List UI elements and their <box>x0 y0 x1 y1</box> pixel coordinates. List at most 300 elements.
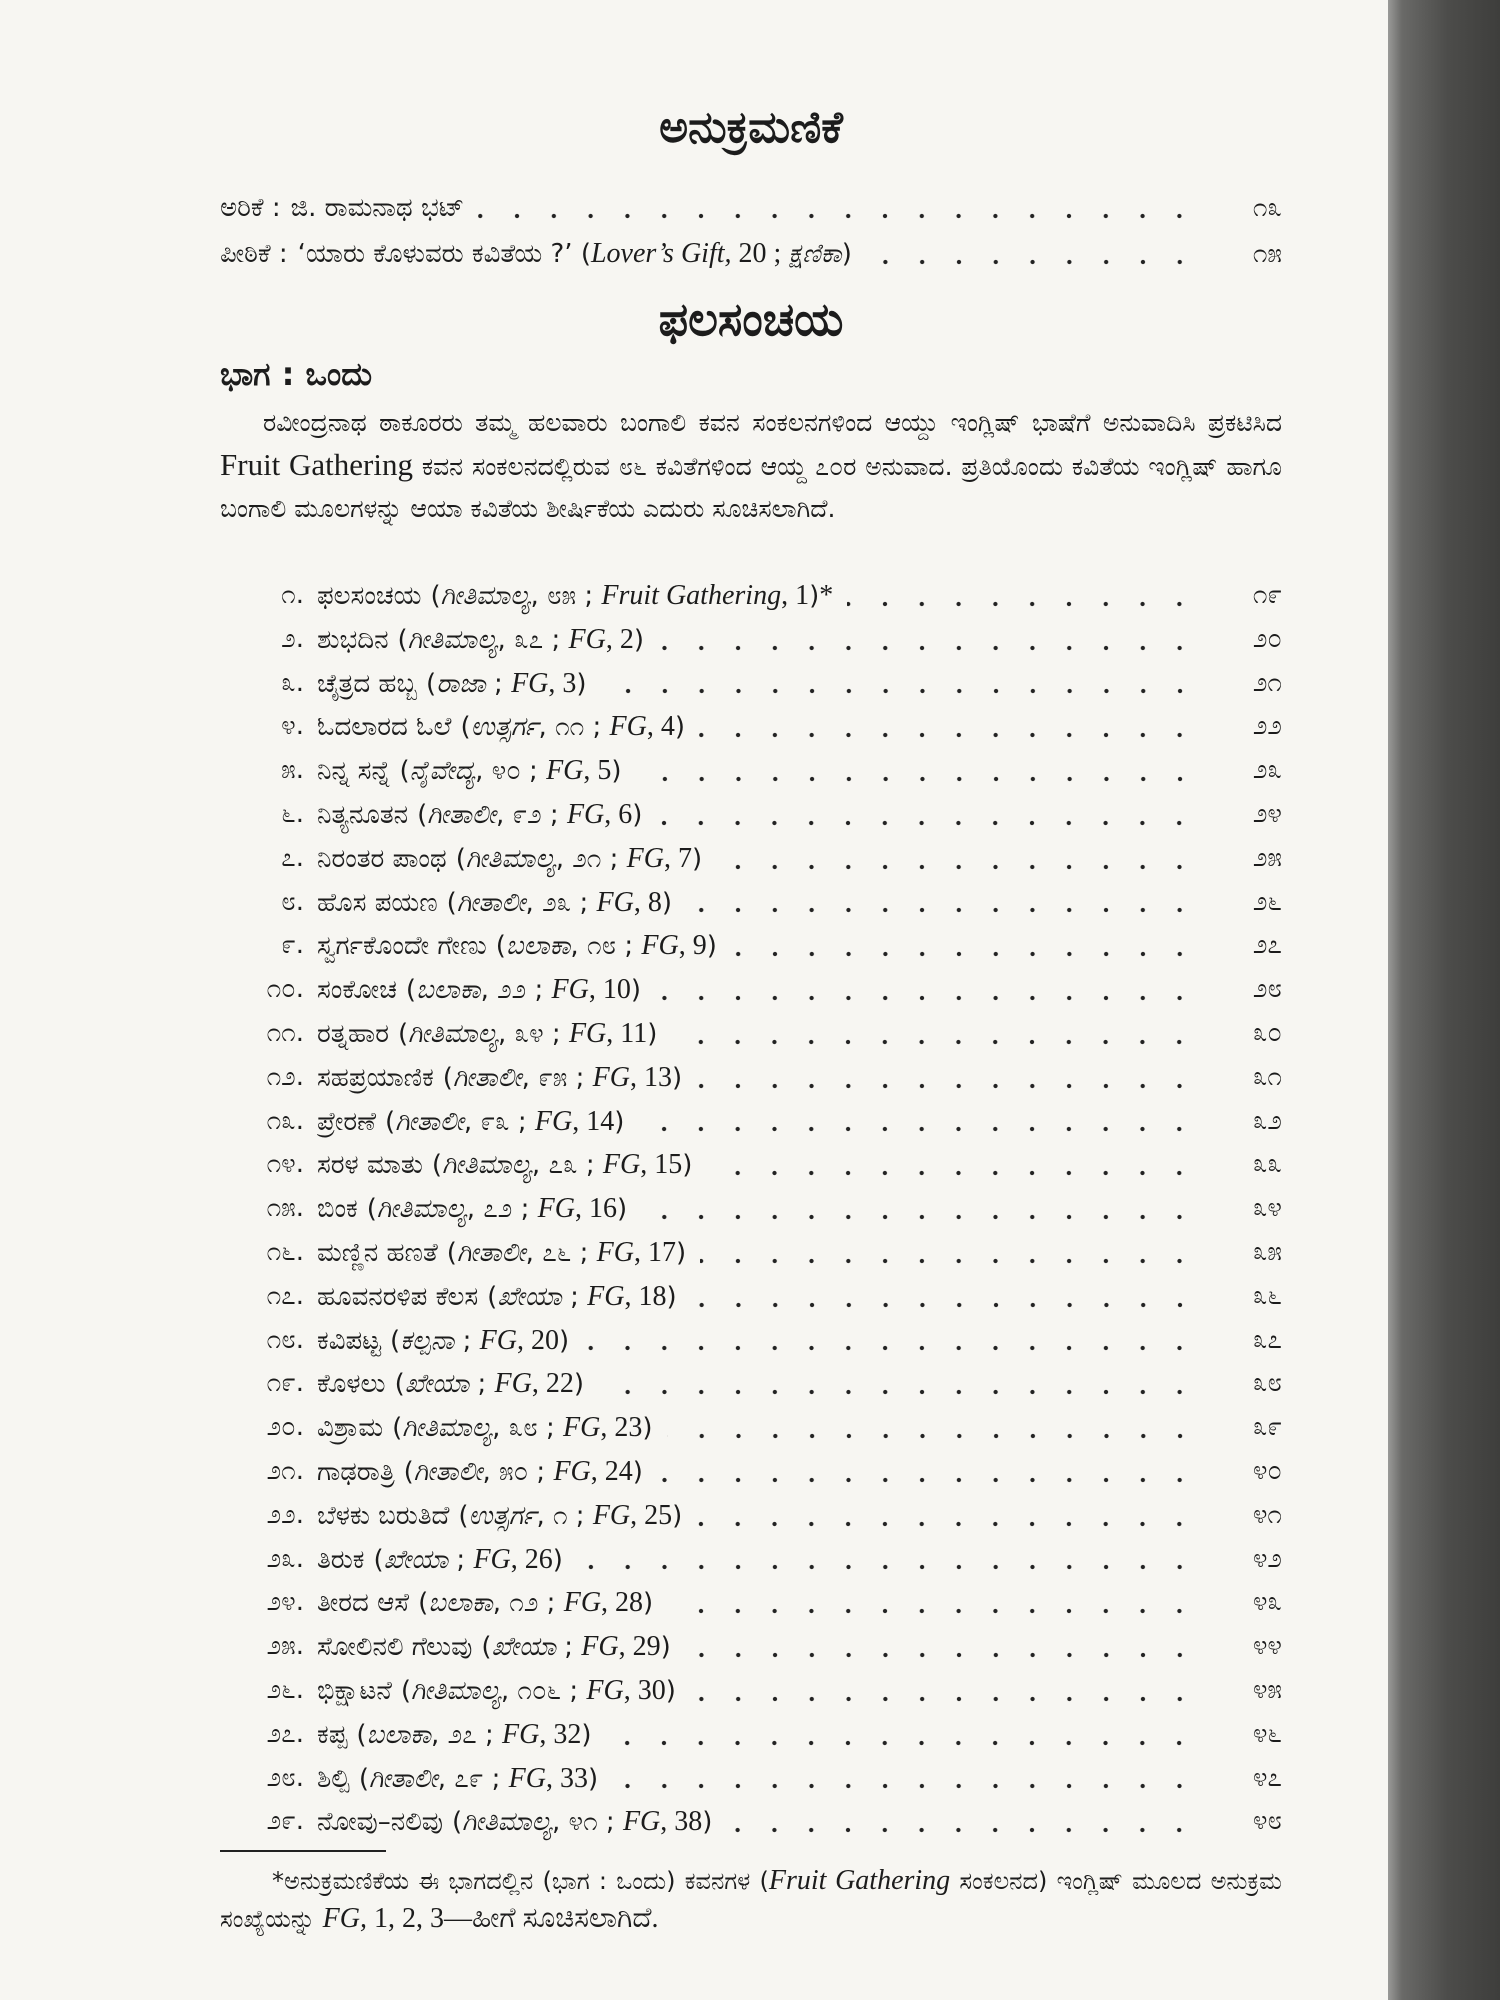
ref-comma: , <box>663 842 678 874</box>
book-binding-edge <box>1388 0 1500 2000</box>
english-source: FG <box>502 1718 540 1750</box>
english-poem-number: 11 <box>620 1017 648 1049</box>
dot-leader <box>656 793 1198 837</box>
english-source: FG <box>587 1280 625 1312</box>
bengali-source: ರಾಜಾ <box>436 668 486 699</box>
ref-open-paren: ( <box>418 1588 429 1619</box>
entry-page-number: ೨೧ <box>1252 667 1282 698</box>
ref-close-paren: ) <box>643 1588 654 1619</box>
dot-leader <box>583 1319 1198 1363</box>
bengali-source: ಬಲಾಕಾ <box>505 931 571 962</box>
entry-title: ಸೋಲಿನಲಿ ಗೆಲುವು <box>317 1632 473 1663</box>
ref-close-paren: ) <box>674 712 685 743</box>
entry-number: ೬. <box>281 798 304 829</box>
entry-page-number: ೨೦ <box>1252 623 1282 654</box>
entry-page-number: ೪೩ <box>1252 1587 1282 1618</box>
english-poem-number: 33 <box>559 1762 588 1794</box>
dot-leader <box>658 618 1198 662</box>
footnote-fg-label: FG, <box>322 1903 367 1934</box>
ref-close-paren: ) <box>632 1456 643 1487</box>
english-source: FG <box>546 755 584 787</box>
bengali-source: ಖೇಯಾ <box>497 1281 562 1312</box>
ref-comma: , <box>604 798 619 830</box>
ref-open-paren: ( <box>451 1807 463 1838</box>
ref-comma: , <box>525 1237 543 1268</box>
intro-text-start: ರವೀಂದ್ರನಾಥ ಠಾಕೂರರು ತಮ್ಮ ಹಲವಾರು ಬಂಗಾಲಿ ಕವನ ಸಂಕಲನಗಳಿಂದ ಆಯ್ದು ಇಂಗ್ಲಿಷ್ ಭಾಷೆಗೆ ಅನುವಾದಿಸಿ ಪ್ರಕಟಿಸಿದ <box>263 408 1282 437</box>
english-source: FG <box>609 711 647 743</box>
ref-semicolon: ; <box>576 581 602 611</box>
entry-text <box>317 1319 569 1363</box>
ref-comma: , <box>555 843 573 874</box>
bengali-source: ಗೀತಿಮಾಲ್ಯ <box>376 1194 467 1225</box>
ref-close-paren: ) <box>682 1150 693 1181</box>
ref-close-paren: ) <box>642 1413 653 1444</box>
entry-text <box>317 924 717 968</box>
ref-open-paren: ( <box>487 1281 498 1312</box>
toc-entry <box>220 1757 1282 1801</box>
bengali-source: ಉತ್ಸರ್ಗ <box>470 712 539 743</box>
ref-comma: , <box>482 1456 500 1487</box>
ref-comma: , <box>633 1236 648 1268</box>
entry-title: ಸರಳ ಮಾತು <box>317 1150 423 1181</box>
english-source: FG <box>641 930 679 962</box>
english-source: FG <box>581 1631 619 1663</box>
english-source: FG <box>622 1806 661 1838</box>
ref-comma: , <box>588 974 603 1006</box>
toc-list <box>220 574 1282 1844</box>
ref-semicolon: ; <box>616 931 642 962</box>
entry-page-number: ೪೬ <box>1252 1718 1282 1749</box>
ref-semicolon: ; <box>541 799 567 830</box>
english-poem-number: 28 <box>615 1587 644 1619</box>
ref-open-paren: ( <box>495 931 506 962</box>
dot-leader <box>641 1187 1198 1231</box>
bengali-source: ಗೀತಾಲೀ <box>456 1237 526 1268</box>
ref-comma: , <box>475 756 492 787</box>
intro-text-end: ಕವನ ಸಂಕಲನದಲ್ಲಿರುವ ೮೬ ಕವಿತೆಗಳಿಂದ ಆಯ್ದ ೭೦ರ ಅನುವಾದ. ಪ್ರತಿಯೊಂದು ಕವಿತೆಯ ಇಂಗ್ಲಿಷ್ ಹಾಗೂ ಬಂಗಾಲಿ ಮೂಲಗಳನ್ನು ಆಯಾ ಕವಿತೆಯ ಶೀರ್ಷಿಕೆಯ ಎದುರು ಸೂಚಿಸಲಾಗಿದೆ. <box>220 452 1282 523</box>
dot-leader <box>726 1800 1198 1844</box>
dot-leader <box>657 1450 1198 1494</box>
entry-title: ಮಣ್ಣಿನ ಹಣತೆ <box>317 1237 438 1268</box>
footnote-marker: * <box>819 580 834 611</box>
english-source: FG <box>596 886 634 918</box>
dot-leader <box>716 837 1198 881</box>
english-poem-number: 13 <box>643 1061 672 1093</box>
bengali-poem-number: ೨೭ <box>447 1719 477 1750</box>
english-source: FG <box>553 1455 591 1487</box>
bengali-source: ಗೀತಾಲೀ <box>427 799 496 830</box>
dot-leader <box>696 1494 1198 1538</box>
ref-semicolon: ; <box>448 1544 474 1575</box>
ref-close-paren: ) <box>587 1763 599 1794</box>
ref-close-paren: ) <box>675 1237 687 1268</box>
entry-number: ೨೦. <box>266 1412 304 1443</box>
english-source: Fruit Gathering <box>601 580 782 611</box>
ref-semicolon: ; <box>571 1237 597 1268</box>
english-source: FG <box>602 1149 641 1181</box>
entry-page-number: ೩೯ <box>1252 1412 1282 1443</box>
dot-leader <box>700 1231 1198 1275</box>
bengali-poem-number: ೭೯ <box>454 1763 484 1794</box>
english-poem-number: 7 <box>677 842 692 874</box>
entry-title: ಪ್ರೇರಣೆ <box>317 1106 377 1137</box>
dot-leader <box>731 924 1198 968</box>
front-matter-line <box>220 186 1282 230</box>
entry-text <box>317 1713 591 1757</box>
ref-close-paren: ) <box>706 931 717 962</box>
entry-text <box>317 574 833 618</box>
english-poem-number: 18 <box>638 1280 667 1312</box>
ref-semicolon: ; <box>601 843 627 874</box>
bengali-source: ಗೀತಿಮಾಲ್ಯ <box>462 1807 552 1838</box>
dot-leader <box>612 1757 1198 1801</box>
entry-page-number: ೪೪ <box>1252 1631 1282 1662</box>
english-source: FG <box>563 1412 601 1444</box>
entry-title: ಕೊಳಲು <box>317 1369 386 1400</box>
dot-leader <box>671 1012 1198 1056</box>
entry-page-number: ೪೨ <box>1252 1543 1282 1574</box>
ref-semicolon: ; <box>571 887 597 918</box>
dot-leader <box>667 1406 1198 1450</box>
english-poem-number: 30 <box>637 1674 666 1706</box>
front-matter-text <box>220 186 464 230</box>
bengali-poem-number: ೩೪ <box>514 1018 544 1049</box>
entry-text <box>317 1450 643 1494</box>
bengali-poem-number: ೧೦೬ <box>517 1675 562 1706</box>
bengali-source: ಗೀತಾಲೀ <box>452 1062 522 1093</box>
bengali-poem-number: ೧೮ <box>586 931 617 962</box>
dot-leader <box>577 1538 1198 1582</box>
toc-entry <box>220 1187 1282 1231</box>
ref-close-paren: ) <box>671 1062 683 1093</box>
bengali-source: ಗೀತಿಮಾಲ್ಯ <box>440 581 531 611</box>
bengali-poem-number: ೪೦ <box>491 756 521 787</box>
entry-page-number: ೧೯ <box>1252 580 1282 610</box>
entry-number: ೯. <box>281 930 304 961</box>
ref-comma: , <box>521 1062 539 1093</box>
entry-page-number: ೪೦ <box>1252 1455 1282 1486</box>
entry-page-number: ೪೮ <box>1252 1806 1282 1837</box>
ref-close-paren: ) <box>691 843 703 874</box>
entry-number: ೫. <box>281 755 304 786</box>
entry-number: ೧೬. <box>266 1236 304 1267</box>
bengali-source: ಗೀತಿಮಾಲ್ಯ <box>411 1675 501 1706</box>
bengali-poem-number: ೧ <box>552 1500 568 1531</box>
ref-open-paren: ( <box>373 1544 384 1575</box>
front-matter-text <box>220 232 852 276</box>
section-heading: ಫಲಸಂಚಯ <box>658 292 844 346</box>
entry-text <box>317 749 622 793</box>
english-source: FG <box>511 667 549 699</box>
ref-comma: , <box>574 1193 589 1225</box>
english-poem-number: 22 <box>545 1368 574 1400</box>
toc-entry <box>220 749 1282 793</box>
entry-title: ಚೈತ್ರದ ಹಬ್ಬ <box>317 668 418 699</box>
ref-comma: , <box>646 711 661 743</box>
english-poem-number: 29 <box>632 1631 661 1663</box>
ref-semicolon: ; <box>577 1150 603 1181</box>
entry-text <box>317 1581 653 1625</box>
intro-paragraph <box>220 402 1282 570</box>
bengali-poem-number: ೭೩ <box>548 1150 578 1181</box>
ref-open-paren: ( <box>356 1719 367 1750</box>
ref-comma: , <box>495 799 513 830</box>
english-source: FG <box>592 1499 631 1531</box>
toc-entry <box>220 1100 1282 1144</box>
toc-entry <box>220 1669 1282 1713</box>
entry-title: ನಿನ್ನ ಸನ್ನೆ <box>317 756 391 787</box>
entry-title: ಕವಿಪಟ್ಟ <box>317 1325 381 1356</box>
ref-open-paren: ( <box>403 1456 414 1487</box>
dot-leader <box>866 232 1198 276</box>
bengali-poem-number: ೭೬ <box>542 1237 572 1268</box>
ref-comma: , <box>640 1149 655 1181</box>
ref-semicolon: ; <box>537 1413 564 1444</box>
entry-page-number: ೨೮ <box>1252 974 1282 1005</box>
entry-number: ೧೮. <box>266 1324 304 1355</box>
ref-semicolon: ; <box>556 1632 582 1663</box>
ref-open-paren: ( <box>385 1106 396 1137</box>
entry-number: ೮. <box>281 886 304 917</box>
dot-leader <box>706 1143 1198 1187</box>
bengali-poem-number: ೨೧ <box>572 843 602 874</box>
toc-entry <box>220 1800 1282 1844</box>
entry-page-number: ೨೭ <box>1252 930 1282 961</box>
bengali-source: ಗೀತಾಲೀ <box>395 1106 464 1137</box>
bengali-poem-number: ೮೫ <box>546 581 577 611</box>
bengali-source: ನೈವೇದ್ಯ <box>409 756 476 787</box>
entry-text <box>317 1362 584 1406</box>
entry-page-number: ೩೬ <box>1252 1280 1282 1311</box>
entry-text <box>317 662 587 706</box>
ref-semicolon: ; <box>597 1807 623 1838</box>
ref-comma: , <box>633 886 648 918</box>
front-matter-label: ಅರಿಕೆ : <box>220 193 281 223</box>
english-source: FG <box>592 1061 630 1093</box>
entry-number: ೧೯. <box>266 1368 304 1399</box>
dot-leader <box>478 186 1198 230</box>
bengali-source: ಗೀತಿಮಾಲ್ಯ <box>407 624 498 655</box>
english-poem-number: 5 <box>597 755 612 787</box>
ref-close-paren: ) <box>841 239 852 269</box>
entry-number: ೧೭. <box>266 1280 304 1311</box>
bengali-source: ಗೀತಿಮಾಲ್ಯ <box>442 1150 532 1181</box>
bengali-poem-number: ೧೧ <box>555 712 585 743</box>
ref-semicolon: ; <box>476 1719 502 1750</box>
front-matter-label: ಪೀಠಿಕೆ : <box>220 239 288 269</box>
english-source: FG <box>566 798 605 830</box>
entry-number: ೨. <box>281 623 304 654</box>
ref-semicolon: ; <box>561 1675 587 1706</box>
ref-open-paren: ( <box>398 1018 409 1049</box>
english-source: FG <box>586 1674 624 1706</box>
entry-text <box>317 1275 677 1319</box>
dot-leader <box>691 1275 1198 1319</box>
entry-number: ೩. <box>281 667 304 698</box>
bengali-poem-number: ೭೨ <box>483 1194 513 1225</box>
toc-entry <box>220 1319 1282 1363</box>
bengali-source: ಗೀತಾಲೀ <box>456 887 526 918</box>
toc-entry <box>220 1450 1282 1494</box>
entry-page-number: ೩೮ <box>1252 1368 1282 1399</box>
footnote-english-title: Fruit Gathering <box>768 1865 951 1896</box>
bengali-poem-number: ೯೫ <box>538 1062 568 1093</box>
ref-comma: , <box>605 623 620 655</box>
ref-comma: , <box>601 1587 616 1619</box>
ref-comma: , <box>497 624 515 655</box>
bengali-source: ಬಲಾಕಾ <box>428 1588 493 1619</box>
ref-comma: , <box>500 1675 518 1706</box>
ref-comma: , <box>480 975 498 1006</box>
ref-comma: , <box>492 1413 509 1444</box>
entry-number: ೭. <box>281 842 304 873</box>
ref-semicolon: ; <box>483 1763 509 1794</box>
ref-open-paren: ( <box>426 668 437 699</box>
english-poem-number: 15 <box>654 1149 683 1181</box>
toc-entry <box>220 1012 1282 1056</box>
ref-comma: , <box>781 580 796 611</box>
toc-entry <box>220 793 1282 837</box>
entry-title: ಶುಭದಿನ <box>317 624 389 655</box>
bengali-source: ಖೇಯಾ <box>491 1632 556 1663</box>
ref-close-paren: ) <box>558 1325 570 1356</box>
ref-comma: , <box>498 1018 515 1049</box>
ref-open-paren: ( <box>458 1500 469 1531</box>
ref-comma: , <box>551 1807 569 1838</box>
english-source: FG <box>534 1105 573 1137</box>
entry-number: ೨೪. <box>266 1587 304 1618</box>
entry-number: ೪. <box>281 711 304 742</box>
ref-comma: , <box>572 1105 587 1137</box>
english-source: FG <box>537 1193 575 1225</box>
entry-title: ನಿತ್ಯನೂತನ <box>317 799 409 830</box>
dot-leader <box>638 1100 1198 1144</box>
front-matter-page-number: ೧೫ <box>1252 239 1282 269</box>
english-source: FG <box>494 1368 532 1400</box>
entry-text <box>317 1406 653 1450</box>
entry-title: ಸಹಪ್ರಯಾಣಿಕ <box>317 1062 434 1093</box>
ref-comma: , <box>618 1631 633 1663</box>
ref-open-paren: ( <box>366 1194 377 1225</box>
toc-entry <box>220 837 1282 881</box>
toc-entry <box>220 881 1282 925</box>
ref-close-paren: ) <box>614 1106 625 1137</box>
ref-close-paren: ) <box>576 668 587 699</box>
ref-comma: , <box>463 1106 481 1137</box>
bengali-source: ಕ್ಷಣಿಕಾ <box>788 239 842 269</box>
english-poem-number: 16 <box>588 1193 617 1225</box>
toc-entry <box>220 1581 1282 1625</box>
english-source: FG <box>508 1762 546 1794</box>
ref-close-paren: ) <box>672 1500 683 1531</box>
footnote-text-end: 1, 2, 3—ಹೀಗೆ ಸೂಚಿಸಲಾಗಿದೆ. <box>367 1903 659 1934</box>
entry-title: ಶಿಲ್ಪಿ <box>317 1763 350 1794</box>
english-source: FG <box>596 1236 634 1268</box>
ref-comma: , <box>538 712 556 743</box>
ref-semicolon: ; <box>454 1325 480 1356</box>
entry-page-number: ೩೪ <box>1252 1193 1282 1224</box>
entry-page-number: ೩೨ <box>1252 1105 1282 1136</box>
footnote-text-start: *ಅನುಕ್ರಮಣಿಕೆಯ ಈ ಭಾಗದಲ್ಲಿನ (ಭಾಗ : ಒಂದು) ಕವನಗಳ ( <box>272 1867 769 1895</box>
ref-close-paren: ) <box>630 975 642 1006</box>
ref-semicolon: ; <box>538 1588 564 1619</box>
entry-title: ವಿಶ್ರಾಮ <box>317 1413 384 1444</box>
entry-page-number: ೩೭ <box>1252 1324 1282 1355</box>
entry-page-number: ೪೫ <box>1252 1674 1282 1705</box>
dot-leader <box>601 662 1198 706</box>
bengali-poem-number: ೫೦ <box>499 1456 529 1487</box>
bengali-source: ಗೀತಿಮಾಲ್ಯ <box>408 1018 498 1049</box>
english-poem-number: 17 <box>647 1236 676 1268</box>
ref-close-paren: ) <box>660 1632 671 1663</box>
entry-number: ೨೯. <box>266 1806 304 1837</box>
bengali-poem-number: ೨೩ <box>542 887 572 918</box>
ref-semicolon: ; <box>509 1106 535 1137</box>
entry-page-number: ೩೧ <box>1252 1061 1282 1092</box>
english-source: FG <box>568 1017 607 1049</box>
ref-open-paren: ( <box>446 1237 457 1268</box>
bengali-poem-number: ೨೨ <box>497 975 527 1006</box>
toc-entry <box>220 618 1282 662</box>
bengali-poem-number: ೪೧ <box>568 1807 598 1838</box>
english-poem-number: 25 <box>644 1499 673 1531</box>
ref-open-paren: ( <box>455 843 466 874</box>
entry-page-number: ೨೬ <box>1252 886 1282 917</box>
toc-entry <box>220 1713 1282 1757</box>
ref-close-paren: ) <box>647 1018 658 1049</box>
dot-leader <box>690 1669 1198 1713</box>
entry-text <box>317 1012 657 1056</box>
ref-open-paren: ( <box>446 887 457 918</box>
entry-text <box>317 1100 624 1144</box>
entry-page-number: ೩೩ <box>1252 1149 1282 1180</box>
ref-comma: , <box>600 1412 615 1444</box>
entry-number: ೨೫. <box>266 1631 304 1662</box>
ref-comma: , <box>623 1674 638 1706</box>
ref-comma: , <box>583 755 598 787</box>
ref-close-paren: ) <box>666 1281 677 1312</box>
entry-text <box>317 1757 598 1801</box>
entry-page-number: ೩೦ <box>1252 1017 1282 1048</box>
english-poem-number: 24 <box>604 1455 633 1487</box>
english-source: FG <box>479 1324 517 1356</box>
ref-comma: , <box>531 1368 546 1400</box>
ref-comma: , <box>630 1499 645 1531</box>
ref-comma: , <box>466 1194 484 1225</box>
bengali-source: ಉತ್ಸರ್ಗ <box>468 1500 537 1531</box>
entry-number: ೨೭. <box>266 1718 304 1749</box>
ref-close-paren: ) <box>611 756 622 787</box>
ref-comma: , <box>606 1017 621 1049</box>
intro-english-title: Fruit Gathering <box>220 447 413 482</box>
english-poem-number: 10 <box>602 974 631 1006</box>
toc-entry <box>220 1362 1282 1406</box>
bengali-poem-number: ೩೮ <box>508 1413 538 1444</box>
dot-leader <box>667 1581 1198 1625</box>
ref-semicolon: ; <box>561 1281 588 1312</box>
ref-comma: , <box>516 1324 531 1356</box>
entry-title: ಗಾಢರಾತ್ರಿ <box>317 1456 395 1487</box>
ref-semicolon: ; <box>469 1369 495 1400</box>
entry-text <box>317 837 702 881</box>
entry-text <box>317 1056 682 1100</box>
ref-comma: , <box>492 1588 510 1619</box>
entry-title: ಫಲಸಂಚಯ <box>317 581 422 611</box>
ref-close-paren: ) <box>573 1369 584 1400</box>
entry-number: ೨೩. <box>266 1543 304 1574</box>
entry-text <box>317 1800 712 1844</box>
english-source: FG <box>568 623 606 655</box>
